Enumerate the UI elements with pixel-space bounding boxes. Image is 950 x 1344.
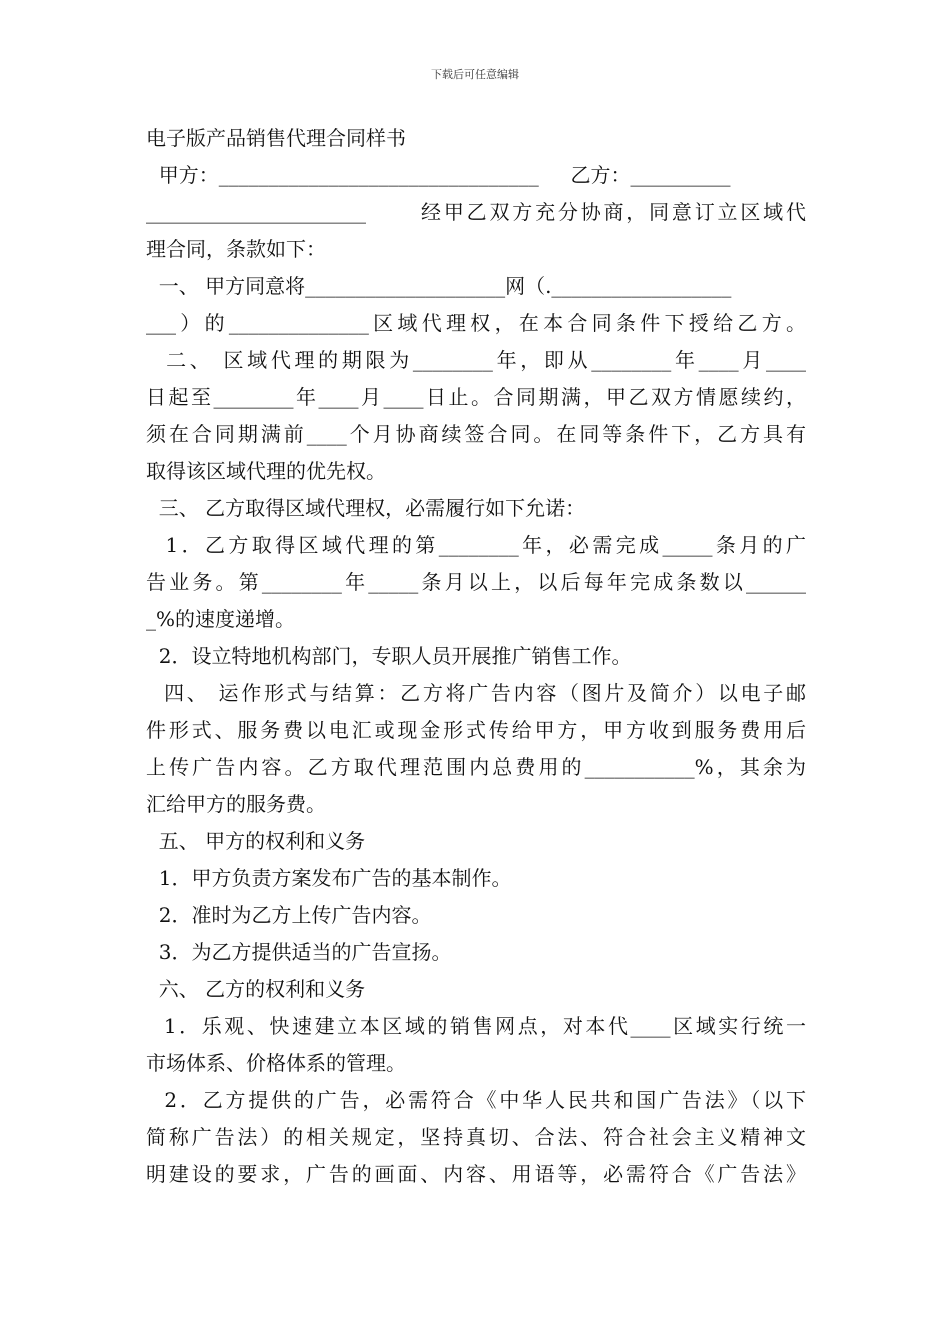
contract-line: 一、 甲方同意将____________________网（.__________________ (146, 274, 732, 298)
contract-line: 上传广告内容。乙方取代理范围内总费用的___________%，其余为 (146, 755, 806, 779)
contract-line: 2．设立特地机构部门，专职人员开展推广销售工作。 (146, 644, 632, 668)
contract-line: 件形式、服务费以电汇或现金形式传给甲方，甲方收到服务费用后 (146, 718, 806, 742)
contract-line: 明建设的要求，广告的画面、内容、用语等，必需符合《广告法》 (146, 1162, 806, 1186)
contract-line: 日起至________年____月____日止。合同期满，甲乙双方情愿续约， (146, 385, 806, 409)
contract-line: 三、 乙方取得区域代理权，必需履行如下允诺： (146, 496, 586, 520)
contract-line: ___）的______________区域代理权，在本合同条件下授给乙方。 (146, 311, 806, 335)
contract-line: _%的速度递增。 (146, 607, 296, 631)
contract-line: 1．甲方负责方案发布广告的基本制作。 (146, 866, 512, 890)
contract-line: 理合同，条款如下： (146, 237, 326, 261)
contract-line: 须在合同期满前____个月协商续签合同。在同等条件下，乙方具有 (146, 422, 806, 446)
contract-line: 2．乙方提供的广告，必需符合《中华人民共和国广告法》（以下 (146, 1088, 806, 1112)
contract-line: 市场体系、价格体系的管理。 (146, 1051, 406, 1075)
contract-line: 五、 甲方的权利和义务 (146, 829, 366, 853)
contract-line: 甲方：________________________________ 乙方：__________ (146, 163, 731, 187)
contract-line: 告业务。第________年_____条月以上，以后每年完成条数以______ (146, 570, 806, 594)
contract-line: 六、 乙方的权利和义务 (146, 977, 366, 1001)
contract-line: 四、 运作形式与结算：乙方将广告内容（图片及简介）以电子邮 (146, 681, 806, 705)
contract-line: 二、 区域代理的期限为________年，即从________年____月____ (146, 348, 806, 372)
document-title: 电子版产品销售代理合同样书 (146, 126, 406, 150)
contract-line: 取得该区域代理的优先权。 (146, 459, 386, 483)
contract-line: 2．准时为乙方上传广告内容。 (146, 903, 432, 927)
contract-line: ______________________ 经甲乙双方充分协商，同意订立区域代 (146, 200, 806, 224)
contract-line: 汇给甲方的服务费。 (146, 792, 326, 816)
contract-line: 1．乐观、快速建立本区域的销售网点，对本代____区域实行统一 (146, 1014, 806, 1038)
page-header-note: 下载后可任意编辑 (431, 68, 519, 81)
contract-line: 简称广告法）的相关规定，坚持真切、合法、符合社会主义精神文 (146, 1125, 806, 1149)
contract-line: 3．为乙方提供适当的广告宣扬。 (146, 940, 452, 964)
contract-body (146, 120, 806, 1193)
contract-paragraphs (146, 157, 806, 1193)
contract-line: 1．乙方取得区域代理的第________年，必需完成_____条月的广 (146, 533, 806, 557)
